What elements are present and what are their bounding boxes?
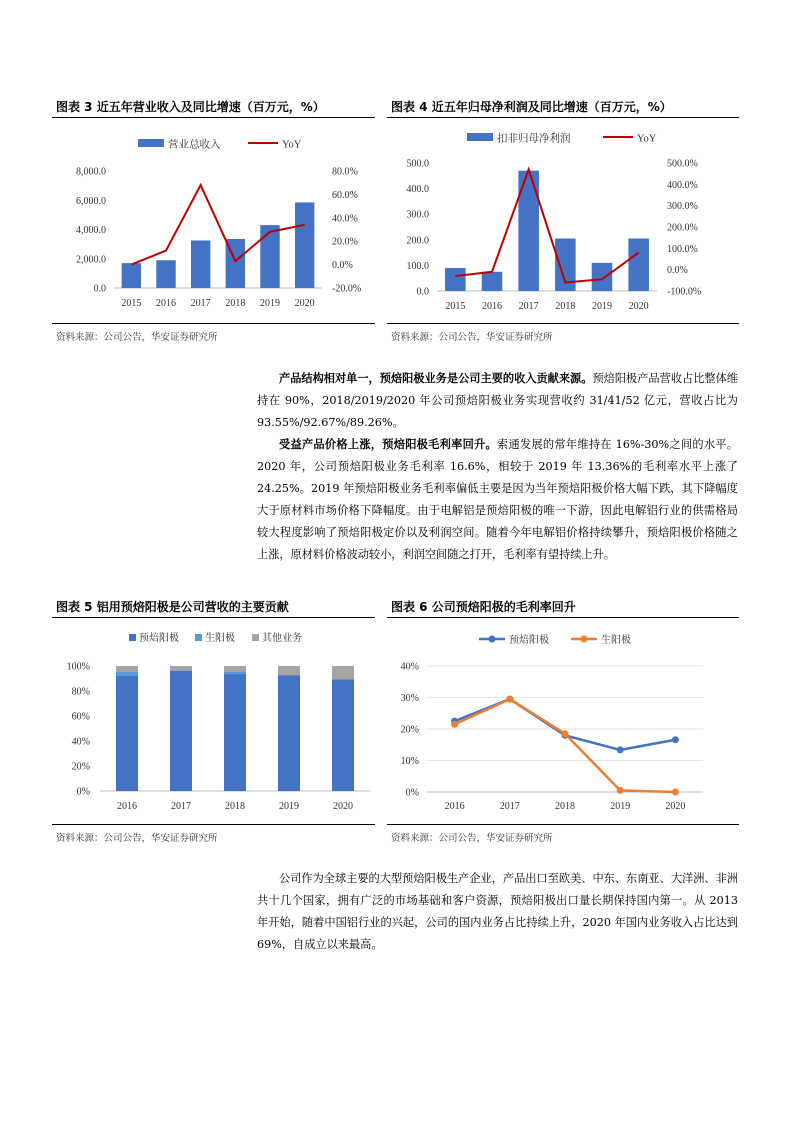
bar [122, 263, 141, 288]
y-left-tick: 0.0 [93, 283, 106, 295]
fig5-bottom-rule [52, 824, 375, 825]
fig6-title: 图表 6 公司预焙阳极的毛利率回升 [391, 600, 576, 614]
y-right-tick: 40.0% [332, 213, 358, 225]
bar [156, 260, 175, 288]
stacked-bar-segment [170, 666, 192, 670]
y-right-tick: 0.0% [332, 260, 353, 272]
legend-bar-label: 扣非归母净利润 [497, 132, 571, 145]
y-left-tick: 300.0 [406, 209, 429, 221]
y-left-tick: 2,000.0 [76, 254, 106, 266]
paragraph-gross-margin-body: 索通发展的常年维持在 16%-30%之间的水平。2020 年，公司预焙阳极业务毛利率 16.6%，相较于 2019 年 13.36%的毛利率水平上涨了 24.25%。2019 年预焙阳极业务毛利率偏低主要是因为当年预焙阳极价格大幅下跌，其下降幅度大于原材料市场价格下降幅度。由于电解铝是预焙阳极的唯一下游，因此电解铝行业的供需格局较大程度影响了预焙阳极定价以及利润空间。随着今年电解铝价格持续攀升，预焙阳极价格随之上涨，原材料价格波动较小，利润空间随之打开，毛利率有望持续上升。 [257, 438, 738, 561]
y-right-tick: 60.0% [332, 189, 358, 201]
x-tick-label: 2017 [518, 301, 539, 312]
x-tick-label: 2015 [445, 301, 466, 312]
bar [260, 225, 279, 288]
y-left-tick: 6,000.0 [76, 195, 106, 207]
data-point [617, 746, 624, 753]
legend-line-label: YoY [637, 133, 657, 145]
y-tick: 30% [400, 693, 419, 704]
y-left-tick: 100.0 [406, 260, 429, 272]
fig5-title: 图表 5 铝用预焙阳极是公司营收的主要贡献 [56, 600, 289, 614]
y-tick: 0% [405, 787, 419, 799]
x-tick-label: 2017 [171, 801, 191, 812]
y-right-tick: 0.0% [667, 265, 688, 277]
x-tick-label: 2019 [592, 301, 612, 312]
x-tick-label: 2020 [665, 801, 686, 812]
stacked-bar-segment [278, 666, 300, 675]
legend-marker [489, 636, 496, 643]
paragraph-product-structure [257, 367, 738, 434]
legend-bar-label: 营业总收入 [168, 138, 221, 151]
legend-label: 预焙阳极 [139, 633, 179, 644]
x-tick-label: 2018 [555, 301, 576, 312]
legend-line-label: YoY [282, 139, 302, 151]
stacked-bar-segment [332, 666, 354, 679]
y-tick: 20% [71, 761, 90, 773]
stacked-bar-segment [116, 672, 138, 676]
x-tick-label: 2018 [225, 298, 246, 309]
fig4-bottom-rule [387, 323, 739, 324]
fig3-top-rule [52, 117, 375, 118]
y-right-tick: 200.0% [667, 222, 698, 234]
y-tick: 60% [71, 711, 90, 723]
fig4-source: 资料来源：公司公告，华安证券研究所 [391, 332, 553, 343]
paragraph-global-business [257, 868, 738, 956]
x-tick-label: 2020 [628, 301, 649, 312]
paragraph-gross-margin-lead: 受益产品价格上涨，预焙阳极毛利率回升。 [279, 437, 498, 451]
data-point [672, 736, 679, 743]
x-tick-label: 2020 [294, 298, 315, 309]
stacked-bar-segment [116, 666, 138, 672]
fig4-chart [387, 120, 739, 320]
y-tick: 40% [400, 661, 419, 673]
x-tick-label: 2019 [279, 801, 299, 812]
x-tick-label: 2016 [156, 298, 176, 309]
data-point [672, 789, 679, 796]
x-tick-label: 2016 [482, 301, 502, 312]
x-tick-label: 2019 [260, 298, 280, 309]
y-left-tick: 4,000.0 [76, 225, 106, 236]
y-right-tick: 20.0% [332, 236, 358, 248]
x-tick-label: 2016 [117, 801, 137, 812]
stacked-bar-segment [224, 666, 246, 672]
stacked-bar-segment [170, 670, 192, 671]
bar [628, 239, 649, 291]
fig5-top-rule [52, 617, 375, 618]
fig4-title: 图表 4 近五年归母净利润及同比增速（百万元，%） [391, 100, 672, 114]
y-right-tick: 400.0% [667, 179, 698, 191]
bar [592, 263, 613, 291]
legend-bar-swatch [138, 139, 164, 147]
y-right-tick: -20.0% [332, 283, 362, 295]
legend-label: 生阳极 [601, 635, 631, 646]
x-tick-label: 2017 [499, 801, 520, 812]
y-right-tick: 100.0% [667, 243, 698, 255]
stacked-bar-segment [278, 675, 300, 791]
data-point [506, 696, 513, 703]
y-tick: 40% [71, 736, 90, 748]
x-tick-label: 2016 [444, 801, 465, 812]
legend-swatch [252, 634, 259, 641]
legend-marker [581, 636, 588, 643]
x-tick-label: 2015 [121, 298, 142, 309]
x-tick-label: 2019 [610, 801, 631, 812]
legend-swatch [129, 634, 136, 641]
fig3-title: 图表 3 近五年营业收入及同比增速（百万元，%） [56, 100, 325, 114]
stacked-bar-segment [332, 679, 354, 791]
stacked-bar-segment [224, 672, 246, 675]
y-left-tick: 200.0 [406, 235, 429, 247]
legend-label: 生阳极 [205, 633, 235, 644]
y-tick: 20% [400, 724, 419, 736]
y-right-tick: 300.0% [667, 201, 698, 213]
data-point [562, 730, 569, 737]
y-tick: 80% [71, 686, 90, 698]
legend-bar-swatch [467, 133, 493, 141]
legend-label: 预焙阳极 [509, 635, 549, 646]
series-line [455, 699, 676, 750]
y-left-tick: 8,000.0 [76, 166, 106, 178]
fig3-source: 资料来源：公司公告，华安证券研究所 [56, 332, 218, 343]
y-left-tick: 500.0 [406, 158, 429, 170]
x-tick-label: 2018 [555, 801, 575, 812]
x-tick-label: 2020 [333, 801, 353, 812]
fig5-source: 资料来源：公司公告，华安证券研究所 [56, 833, 218, 844]
fig3-bottom-rule [52, 323, 375, 324]
fig6-chart [387, 620, 739, 820]
stacked-bar-segment [224, 674, 246, 791]
y-tick: 100% [66, 661, 90, 673]
fig3-chart [52, 120, 377, 320]
legend-swatch [195, 634, 202, 641]
fig6-top-rule [387, 617, 739, 618]
y-tick: 10% [400, 756, 419, 767]
fig6-source: 资料来源：公司公告，华安证券研究所 [391, 833, 553, 844]
bar [191, 240, 210, 288]
y-right-tick: 80.0% [332, 166, 358, 178]
paragraph-gross-margin [257, 433, 738, 566]
y-left-tick: 400.0 [406, 184, 429, 196]
legend-label: 其他业务 [262, 633, 302, 644]
x-tick-label: 2018 [225, 801, 245, 812]
fig5-chart [52, 620, 377, 820]
paragraph-global-business-body: 公司作为全球主要的大型预焙阳极生产企业，产品出口至欧美、中东、东南亚、大洋洲、非洲共十几个国家，拥有广泛的市场基础和客户资源，预焙阳极出口量长期保持国内第一。从 2013 年开始，随着中国铝行业的兴起，公司的国内业务占比持续上升，2020 年国内业务收入占比达到 69%，自成立以来最高。 [257, 872, 738, 951]
stacked-bar-segment [170, 671, 192, 791]
data-point [617, 787, 624, 794]
x-tick-label: 2017 [190, 298, 211, 309]
bar [445, 268, 466, 291]
y-right-tick: 500.0% [667, 158, 698, 170]
data-point [451, 721, 458, 728]
bar [482, 272, 503, 291]
y-right-tick: -100.0% [667, 286, 702, 298]
fig6-bottom-rule [387, 824, 739, 825]
fig4-top-rule [387, 117, 739, 118]
stacked-bar-segment [116, 676, 138, 791]
y-left-tick: 0.0 [416, 286, 429, 298]
bar [295, 202, 314, 288]
paragraph-product-structure-lead: 产品结构相对单一，预焙阳极业务是公司主要的收入贡献来源。 [279, 371, 593, 385]
paragraph-product-structure-body: 预焙阳极产品营收占比整体维持在 90%，2018/2019/2020 年公司预焙阳极业务实现营收约 31/41/52 亿元，营收占比为 93.55%/92.67%/89.26%。 [257, 372, 738, 429]
y-tick: 0% [76, 786, 90, 798]
